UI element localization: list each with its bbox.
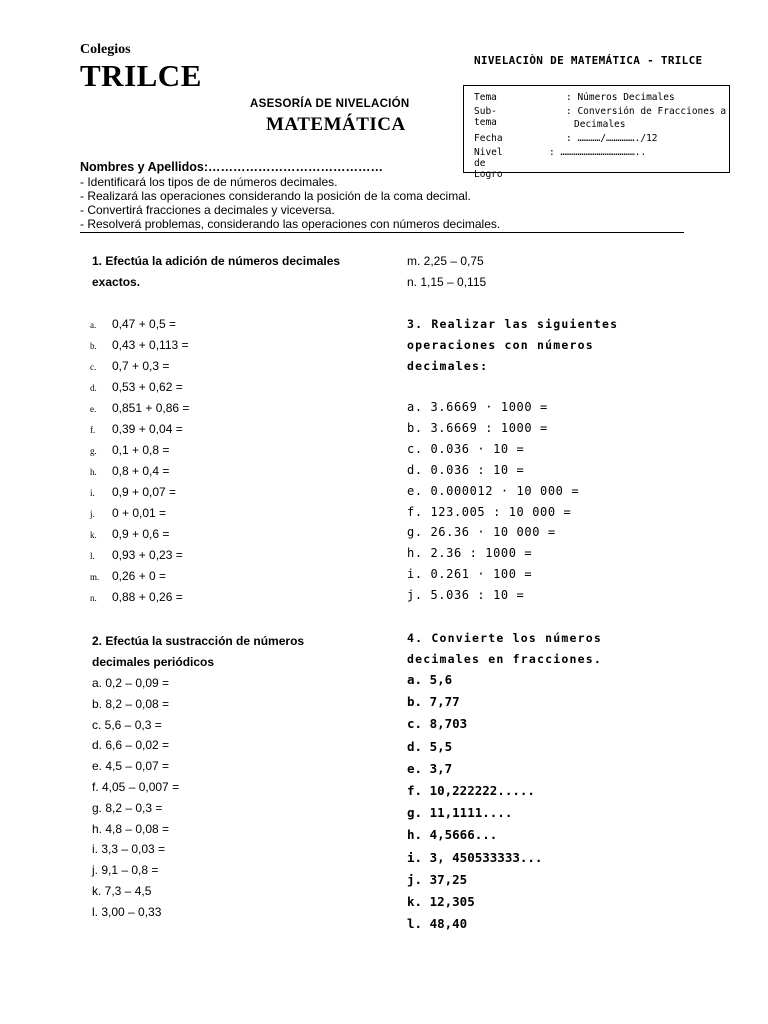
list-item: i. 3, 450533333... [407,849,543,865]
document-header-title: NIVELACIÒN DE MATEMÁTICA - TRILCE [474,54,703,67]
list-item [90,338,189,352]
item-text: 0,43 + 0,113 = [112,338,189,352]
item-text: 0,9 + 0,07 = [112,485,177,499]
list-item: c. 0.036 · 10 = [407,441,525,456]
list-item: i. 3,3 – 0,03 = [92,842,166,857]
item-text: 0,8 + 0,4 = [112,464,170,478]
list-item [90,422,183,436]
item-marker: a. [90,320,97,330]
item-text: 0,9 + 0,6 = [112,527,170,541]
list-item: e. 3,7 [407,760,453,776]
list-item: e. 0.000012 · 10 000 = [407,483,580,498]
list-item: k. 7,3 – 4,5 [92,884,152,898]
item-text: 0,851 + 0,86 = [112,401,190,415]
objective-item: - Resolverá problemas, considerando las operaciones con números decimales. [80,217,501,231]
item-marker: f. [90,425,96,435]
section3-title-cont: operaciones con números [407,338,594,352]
list-item [90,401,189,415]
section1-title: 1. Efectúa la adición de números decimales [92,254,341,268]
subtema-value-1: : Conversión de Fracciones a [566,106,727,117]
list-item: b. 8,2 – 0,08 = [92,696,170,711]
section1-title-cont: exactos. [92,275,141,289]
fecha-label: Fecha [474,133,503,144]
item-marker: l. [90,551,95,561]
list-item: c. 5,6 – 0,3 = [92,717,162,732]
asesoria-heading: ASESORÍA DE NIVELACIÓN [250,98,410,110]
list-item: f. 123.005 : 10 000 = [407,504,572,519]
nivel-value: : ………………………………….. [549,147,647,158]
list-item: e. 4,5 – 0,07 = [92,759,170,774]
section3-title: 3. Realizar las siguientes [407,317,619,331]
list-item: a. 3.6669 · 1000 = [407,400,548,414]
list-item [90,569,166,583]
list-item: f. 10,222222..... [407,783,535,798]
list-item [90,443,169,457]
item-marker: c. [90,362,97,372]
item-text: 0,47 + 0,5 = [112,317,177,331]
item-text: 0,26 + 0 = [112,569,167,583]
item-marker: k. [90,530,97,540]
list-item [90,548,183,562]
item-marker: d. [90,383,97,393]
list-item [90,464,169,478]
colegios-label: Colegios [80,42,131,57]
item-text: 0,7 + 0,3 = [112,359,170,373]
item-text: 0,93 + 0,23 = [112,548,183,562]
list-item: i. 0.261 · 100 = [407,567,533,582]
list-item [90,485,176,499]
list-item [90,317,176,331]
list-item: g. 11,1111.... [407,805,513,821]
fecha-value: : …………/……………./12 [566,133,658,144]
section2-title-cont: decimales periódicos [92,655,215,669]
subject-heading: MATEMÁTICA [266,114,406,135]
item-text: 0,53 + 0,62 = [112,380,183,394]
list-item: a. 5,6 [407,672,453,687]
objective-item: - Realizará las operaciones considerando la posición de la coma decimal. [80,189,471,203]
list-item: n. 1,15 – 0,115 [407,275,487,289]
list-item: f. 4,05 – 0,007 = [92,780,180,794]
item-marker: j. [90,509,95,519]
list-item: j. 5.036 : 10 = [407,588,525,603]
section3-title-cont2: decimales: [407,359,489,373]
list-item: a. 0,2 – 0,09 = [92,676,170,690]
list-item: b. 3.6669 : 1000 = [407,420,548,435]
list-item [90,380,183,394]
info-box [463,85,730,180]
list-item [90,527,169,541]
section4-title: 4. Convierte los números [407,631,602,645]
subtema-value-2: Decimales [574,119,626,130]
list-item: b. 7,77 [407,694,460,710]
list-item [90,506,166,520]
nivel-label: Nivel de Logro [474,147,503,180]
item-text: 0,88 + 0,26 = [112,590,183,604]
item-text: 0,39 + 0,04 = [112,422,183,436]
list-item: d. 0.036 : 10 = [407,462,525,477]
item-marker: b. [90,341,97,351]
item-marker: n. [90,593,97,603]
list-item: g. 8,2 – 0,3 = [92,800,163,815]
section2-title: 2. Efectúa la sustracción de números [92,634,305,648]
tema-label: Tema [474,92,497,103]
list-item: j. 37,25 [407,871,468,887]
objective-item: - Identificará los tipos de de números decimales. [80,175,338,189]
section4-title-cont: decimales en fracciones. [407,652,602,666]
item-text: 0,1 + 0,8 = [112,443,170,457]
list-item [90,359,169,373]
item-marker: e. [90,404,97,414]
list-item: m. 2,25 – 0,75 [407,254,484,268]
divider [80,232,684,233]
list-item: h. 4,5666... [407,827,498,843]
list-item: k. 12,305 [407,894,475,909]
item-marker: g. [90,446,97,456]
list-item: d. 5,5 [407,738,453,754]
list-item: j. 9,1 – 0,8 = [92,863,159,878]
list-item: h. 2.36 : 1000 = [407,546,533,561]
brand-logo-text: TRILCE [80,58,202,93]
item-text: 0 + 0,01 = [112,506,167,520]
subtema-label: Sub-tema [474,106,497,128]
list-item: d. 6,6 – 0,02 = [92,738,170,753]
list-item: l. 3,00 – 0,33 [92,904,162,919]
list-item: h. 4,8 – 0,08 = [92,821,170,836]
list-item: g. 26.36 · 10 000 = [407,525,556,540]
item-marker: i. [90,488,95,498]
list-item: c. 8,703 [407,716,468,732]
list-item: l. 48,40 [407,916,468,932]
tema-value: : Números Decimales [566,92,675,103]
student-name-field: Nombres y Apellidos:…………………………………… [80,160,384,174]
list-item [90,590,183,604]
objective-item: - Convertirá fracciones a decimales y viceversa. [80,203,335,217]
item-marker: h. [90,467,97,477]
item-marker: m. [90,572,100,582]
